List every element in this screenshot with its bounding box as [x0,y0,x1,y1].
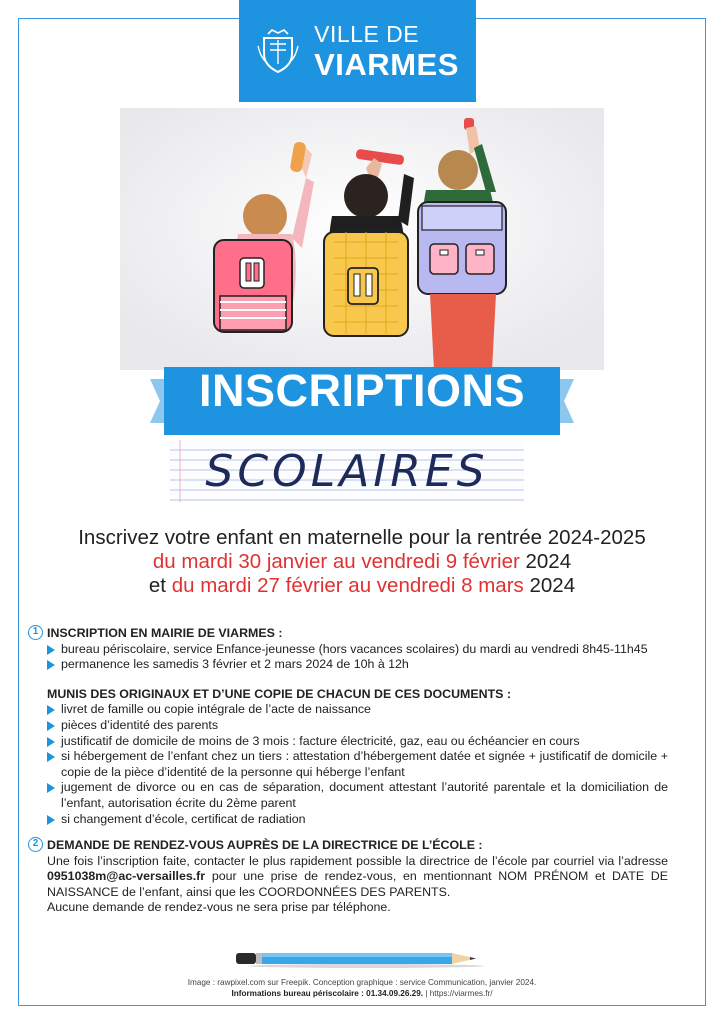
period1-year: 2024 [525,550,572,573]
document-item: pièces d’identité des parents [28,718,668,734]
document-item: livret de famille ou copie intégrale de l’acte de naissance [28,702,668,718]
bullet-triangle-icon [47,815,55,825]
city-header [239,0,476,102]
section-inscription [28,626,668,827]
period2-year: 2024 [529,574,576,597]
section1-number-badge: 1 [28,625,43,640]
intro-line3 [0,574,724,598]
period2-prefix: et [148,574,166,597]
section2-note: Aucune demande de rendez-vous ne sera prise par téléphone. [47,900,391,915]
bullet-triangle-icon [47,737,55,747]
period2-dates: du mardi 27 février au vendredi 8 mars [171,574,524,597]
city-line1: VILLE DE [314,20,420,47]
bullet-triangle-icon [47,660,55,670]
title-banner-main [150,359,574,444]
document-item: justificatif de domicile de moins de 3 mois : facture électricité, gaz, eau ou échéancier en cours [28,734,668,750]
school-email-link[interactable]: 0951038m@ac-versailles.fr [47,869,206,884]
city-crest-icon [256,28,300,74]
footer [0,977,724,999]
document-item: si changement d’école, certificat de radiation [28,812,668,828]
bullet-triangle-icon [47,783,55,793]
list-item: bureau périscolaire, service Enfance-jeunesse (hors vacances scolaires) du mardi au vendredi 8h45-11h45 [28,642,668,658]
section-rendez-vous [28,838,668,916]
bullet-triangle-icon [47,721,55,731]
footer-phone: Informations bureau périscolaire : 01.34.09.26.29. [231,989,424,998]
list-item: permanence les samedis 3 février et 2 mars 2024 de 10h à 12h [28,657,668,673]
footer-info [0,988,724,999]
intro-line1: Inscrivez votre enfant en maternelle pour la rentrée 2024-2025 [78,526,646,549]
bullet-triangle-icon [47,752,55,762]
section2-number-badge: 2 [28,837,43,852]
title-inscriptions: INSCRIPTIONS [198,365,526,416]
document-item: jugement de divorce ou en cas de séparation, document attestant l’autorité parentale et la domiciliation de l’enfant, autorisation écrite du 2ème parent [28,780,668,811]
footer-website-link[interactable]: | https://viarmes.fr/ [425,989,493,998]
section2-title: DEMANDE DE RENDEZ-VOUS AUPRÈS DE LA DIRECTRICE DE L’ÉCOLE : [47,838,483,852]
subtitle-notebook [170,440,524,502]
children-with-backpacks-illustration [120,108,604,370]
bullet-triangle-icon [47,705,55,715]
documents-title: MUNIS DES ORIGINAUX ET D’UNE COPIE DE CHACUN DE CES DOCUMENTS : [47,686,511,701]
section1-title: INSCRIPTION EN MAIRIE DE VIARMES : [47,626,283,640]
title-scolaires: SCOLAIRES [205,446,489,497]
intro-text [0,526,724,598]
intro-line2 [0,550,724,574]
pencil-icon [236,950,488,968]
section2-paragraph: Une fois l’inscription faite, contacter le plus rapidement possible la directrice de l’école par courriel via l’adresse 0951038m@ac-versailles.fr pour une prise de rendez-vous, en mentionnant NOM PRÉNOM et DATE DE NAISSANCE de l’enfant, ainsi que les COORDONNÉES DES PARENTS. [47,853,668,899]
footer-credits: Image : rawpixel.com sur Freepik. Conception graphique : service Communication, janvier 2024. [187,978,537,987]
document-item: si hébergement de l’enfant chez un tiers : attestation d’hébergement datée et signée + justificatif de domicile + copie de la pièce d’identité de la personne qui héberge l’enfant [28,749,668,780]
period1-dates: du mardi 30 janvier au vendredi 9 février [152,550,520,573]
bullet-triangle-icon [47,645,55,655]
city-line2: VIARMES [314,46,459,82]
